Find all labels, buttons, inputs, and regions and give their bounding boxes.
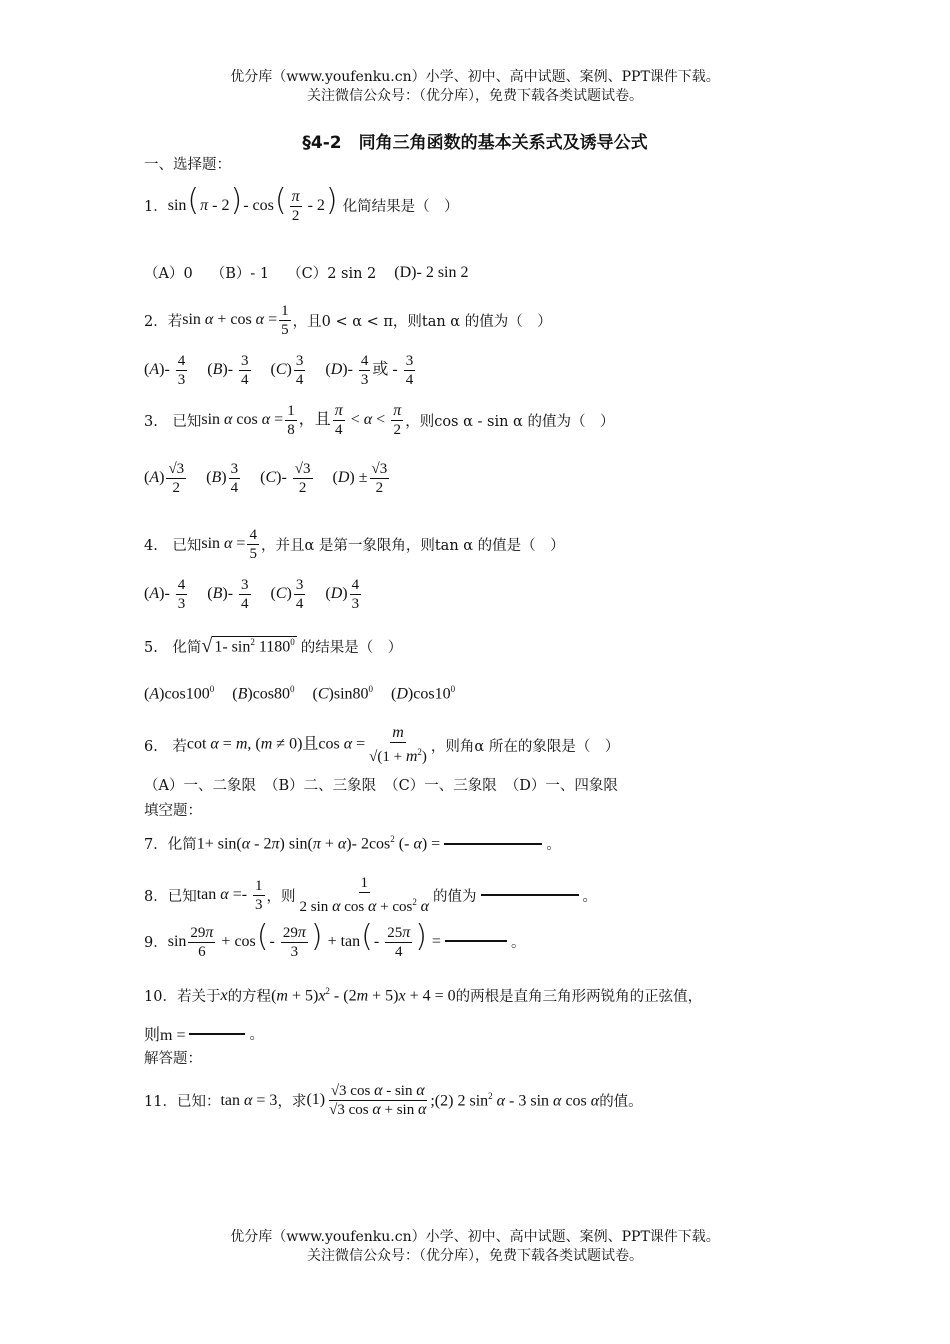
section-fill: 填空题：: [144, 803, 202, 819]
q4-tail: ，并且α 是第一象限角，则tan α 的值是（ ）: [260, 538, 565, 554]
question-7: [144, 833, 561, 854]
q3-num: 3. 已知: [144, 414, 202, 430]
q3-cond1: sin α cos α = $\frac{1}{8}$: [201, 403, 295, 438]
q5-option-b: $(B)\cos 80^0$: [232, 684, 295, 703]
q9-end: 。: [510, 934, 526, 951]
q11-num: 11．已知：: [144, 1094, 221, 1110]
page-title: §4-2 同角三角函数的基本关系式及诱导公式: [302, 133, 648, 153]
q8-end: 。: [582, 888, 597, 905]
q2-options: [144, 352, 417, 389]
question-3: [144, 402, 614, 439]
q1-option-d: (D)- 2 sin 2: [394, 263, 469, 281]
q3-cond2: ，且 $\frac{\pi}{4}$ < α < $\frac{\pi}{2}$: [298, 402, 402, 438]
q7-end: 。: [546, 837, 561, 853]
q2-cond1: sin α + cos α = $\frac{1}{5}$: [182, 303, 289, 338]
question-6: [144, 724, 619, 766]
q3-option-b: (B) $\frac{3}{4}$: [206, 461, 239, 496]
q2-option-d: (D)- $\frac{4}{3}$ 或 - $\frac{3}{4}$: [325, 353, 414, 388]
q3-option-c: (C)- $\frac{√3}{2}$: [260, 461, 311, 496]
q1-expr: sin(π - 2)- cos( $\frac{\pi}{2}$ - 2): [167, 183, 338, 224]
question-10: [144, 985, 702, 1006]
section-choice: 一、选择题：: [144, 157, 231, 173]
q8-expr: $\frac{1}{2 \sin \alpha \cos \alpha + \cos^2 \alpha}$: [299, 875, 429, 915]
q10-label: 的方程: [227, 989, 272, 1005]
q1-option-a: （A）0: [144, 266, 193, 282]
section-answer: 解答题：: [144, 1051, 202, 1067]
q2-option-c: (C) $\frac{3}{4}$: [270, 353, 304, 388]
q4-num: 4. 已知: [144, 538, 202, 554]
question-9: [144, 919, 526, 961]
q4-option-c: (C) $\frac{3}{4}$: [270, 577, 304, 612]
q3-option-a: (A) $\frac{√3}{2}$: [144, 461, 185, 496]
q11-part-1: (1) $\frac{\text{√3 cos α - sin α}}{\text{√3 cos α + sin α}}$: [306, 1082, 427, 1118]
q11-cond: tan α = 3: [220, 1091, 278, 1109]
q2-num: 2．若: [144, 314, 183, 330]
q10-line2: 则m =: [144, 1027, 186, 1044]
q4-option-b: (B)- $\frac{3}{4}$: [207, 577, 249, 612]
q7-expr: 1+ sin(α - 2π) sin(π + α)- $2\cos^2$ (- α) =: [196, 833, 441, 853]
q8-answer-blank[interactable]: [481, 894, 579, 896]
header-line-1: 优分库（www.youfenku.cn）小学、初中、高中试题、案例、PPT课件下载。: [230, 69, 720, 85]
q3-options: [144, 460, 391, 497]
q10-answer-blank[interactable]: [189, 1033, 245, 1035]
q10-line-2: [144, 1022, 264, 1045]
q6-options: [144, 774, 618, 795]
q4-options: [144, 576, 363, 613]
q7-answer-blank[interactable]: [444, 843, 542, 845]
q9-expr: sin $\frac{29\pi}{6}$ + cos(- $\frac{29\pi}{3}$ ) + tan(- $\frac{25\pi}{4}$ ) =: [167, 919, 441, 960]
q8-num: 8．已知: [144, 888, 197, 905]
q11-tail: 的值。: [599, 1094, 643, 1110]
q10-var: x: [220, 986, 228, 1004]
q6-num: 6. 若: [144, 738, 187, 755]
q11-part-2: ;(2) 2 $\sin^2 \alpha - 3$ sin α cos α: [430, 1090, 600, 1110]
q9-num: 9．: [144, 934, 168, 951]
q4-option-a: (A)- $\frac{4}{3}$: [144, 577, 186, 612]
q6-option-c: （C）一、三象限: [384, 778, 497, 794]
q10-prefix: 10．若关于: [144, 989, 221, 1005]
q3-option-d: (D) ± $\frac{√3}{2}$: [332, 461, 388, 496]
q5-option-d: $(D)\cos 10^0$: [391, 684, 456, 703]
q2-option-b: (B)- $\frac{3}{4}$: [207, 353, 249, 388]
q9-answer-blank[interactable]: [445, 940, 507, 942]
q5-expr: √ 1- $\sin^2 1180^0$: [201, 635, 295, 658]
question-1: [144, 183, 459, 225]
question-5: [144, 636, 402, 657]
q6-tail: ，则角α 所在的象限是（ ）: [430, 738, 620, 755]
q2-cond2: ，且0 < α < π，则tan α 的值为（ ）: [292, 314, 552, 330]
q1-option-b: （B）- 1: [210, 266, 270, 282]
question-8: [144, 874, 597, 916]
header-line-2: 关注微信公众号：（优分库），免费下载各类试题试卷。: [307, 88, 643, 104]
q6-cond: cot α = m, (m ≠ 0)且cos α = $\frac{m}{√(1 + m^2)}$: [186, 724, 427, 765]
q6-option-d: （D）一、四象限: [504, 778, 618, 794]
q6-option-a: （A）一、二象限: [144, 778, 256, 794]
q5-option-c: $(C)\sin 80^0$: [312, 684, 374, 703]
q8-cond: tan α =- $\frac{1}{3}$: [196, 877, 263, 913]
q5-options: [144, 684, 455, 703]
q4-cond: sin α = $\frac{4}{5}$: [201, 527, 257, 562]
footer-line-1: 优分库（www.youfenku.cn）小学、初中、高中试题、案例、PPT课件下载。: [230, 1229, 720, 1245]
q1-tail: 化简结果是（ ）: [342, 198, 459, 215]
footer-line-2: 关注微信公众号：（优分库），免费下载各类试题试卷。: [307, 1248, 643, 1264]
q1-option-c: （C）2 sin 2: [287, 266, 377, 282]
q10-end: 。: [249, 1027, 264, 1043]
q4-option-d: (D) $\frac{4}{3}$: [325, 577, 360, 612]
q5-tail: 的结果是（ ）: [300, 640, 403, 656]
q3-tail: ，则cos α - sin α 的值为（ ）: [405, 414, 615, 430]
question-11: [144, 1082, 643, 1119]
q11-mid: ，求: [277, 1094, 307, 1110]
q6-option-b: （B）二、三象限: [263, 778, 377, 794]
question-2: [144, 302, 552, 339]
q2-option-a: (A)- $\frac{4}{3}$: [144, 353, 186, 388]
q1-options: [144, 262, 469, 283]
q7-num: 7．化简: [144, 837, 197, 853]
question-4: [144, 526, 565, 563]
q10-suffix: 的两根是直角三角形两锐角的正弦值，: [455, 989, 703, 1005]
q8-tail: 的值为: [433, 888, 477, 905]
q5-num: 5. 化简: [144, 640, 202, 656]
q1-num: 1．: [144, 198, 168, 215]
q10-equation: $(m + 5)x^2 - (2m + 5)x + 4 = 0$: [271, 985, 456, 1005]
q5-option-a: $(A)\cos 100^0$: [144, 684, 215, 703]
q8-mid: ，则: [266, 888, 296, 905]
